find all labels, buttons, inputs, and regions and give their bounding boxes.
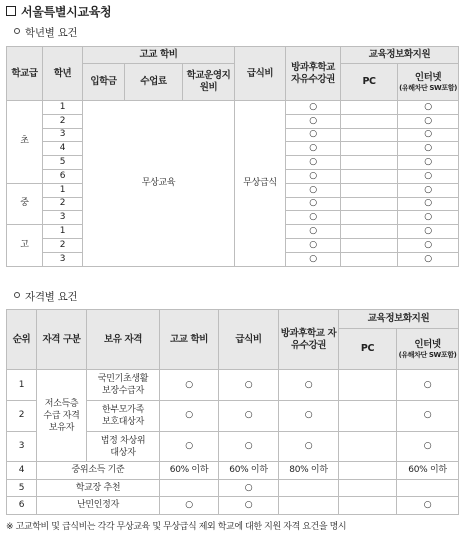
mark-cell: ○: [286, 128, 341, 142]
grade-cell: 3: [43, 252, 83, 266]
internet-cell: ○: [397, 400, 459, 431]
header-internet-label: 인터넷: [414, 338, 441, 350]
mark-cell: ○: [398, 225, 459, 239]
tuition-cell: ○: [160, 370, 219, 401]
pc-cell: [339, 497, 397, 515]
header-pc: PC: [339, 328, 397, 370]
meal-cell: 60% 이하: [219, 462, 279, 480]
holder-cell: 법정 차상위 대상자: [87, 431, 160, 462]
header-meal: 급식비: [219, 310, 279, 370]
criteria-cell: 학교장 추천: [37, 479, 160, 497]
low-income-cell: 저소득층 수급 자격 보유자: [37, 370, 87, 462]
header-rank: 순위: [7, 310, 37, 370]
header-meal: 급식비: [235, 47, 286, 101]
header-internet: [398, 64, 459, 101]
checkbox-square-icon: [6, 6, 16, 16]
pc-cell: [341, 238, 398, 252]
header-afterschool: 방과후학교 자유수강권: [279, 310, 339, 370]
mark-cell: ○: [398, 252, 459, 266]
mark-cell: ○: [286, 114, 341, 128]
pc-cell: [341, 225, 398, 239]
circle-bullet-icon: [14, 28, 20, 34]
rank-cell: 4: [7, 462, 37, 480]
internet-cell: 60% 이하: [397, 462, 459, 480]
footnote: ※ 고교학비 및 급식비는 각각 무상교육 및 무상급식 제외 학교에 대한 지원 자격 요건을 명시: [6, 522, 347, 532]
header-info-support: 교육정보화지원: [341, 47, 459, 64]
tuition-cell: 60% 이하: [160, 462, 219, 480]
internet-cell: ○: [397, 370, 459, 401]
mark-cell: ○: [286, 197, 341, 211]
level-cell: 중: [7, 183, 43, 224]
header-holder: 보유 자격: [87, 310, 160, 370]
mark-cell: ○: [286, 156, 341, 170]
header-operation-fee: 학교운영지원비: [183, 64, 235, 101]
mark-cell: ○: [286, 169, 341, 183]
grade-cell: 3: [43, 211, 83, 225]
grade-cell: 1: [43, 101, 83, 115]
header-info-support: 교육정보화지원: [339, 310, 459, 329]
holder-cell: 한부모가족 보호대상자: [87, 400, 160, 431]
pc-cell: [339, 400, 397, 431]
mark-cell: ○: [286, 142, 341, 156]
header-internet-label: 인터넷: [414, 72, 442, 83]
tuition-cell: ○: [160, 400, 219, 431]
header-pc: PC: [341, 64, 398, 101]
rank-cell: 6: [7, 497, 37, 515]
pc-cell: [341, 114, 398, 128]
header-entry-fee: 입학금: [83, 64, 125, 101]
header-internet-sub: (유해차단 SW포함): [398, 350, 457, 359]
header-internet-sub: (유해차단 SW포함): [399, 84, 457, 92]
mark-cell: ○: [286, 211, 341, 225]
section-heading-qualification: [14, 289, 77, 304]
grade-cell: 4: [43, 142, 83, 156]
mark-cell: ○: [286, 252, 341, 266]
rank-cell: 3: [7, 431, 37, 462]
free-meal-cell: 무상급식: [235, 101, 286, 267]
mark-cell: ○: [398, 114, 459, 128]
rank-cell: 1: [7, 370, 37, 401]
circle-bullet-icon: [14, 292, 20, 298]
mark-cell: ○: [398, 197, 459, 211]
rank-cell: 2: [7, 400, 37, 431]
pc-cell: [339, 462, 397, 480]
mark-cell: ○: [398, 156, 459, 170]
mark-cell: ○: [286, 238, 341, 252]
header-afterschool: 방과후학교 자유수강권: [286, 47, 341, 101]
header-tuition: 고교 학비: [160, 310, 219, 370]
rank-cell: 5: [7, 479, 37, 497]
section-heading-qualification-text: 자격별 요건: [25, 291, 78, 303]
mark-cell: ○: [398, 101, 459, 115]
pc-cell: [341, 252, 398, 266]
meal-cell: ○: [219, 497, 279, 515]
pc-cell: [339, 479, 397, 497]
pc-cell: [341, 197, 398, 211]
pc-cell: [341, 101, 398, 115]
tuition-cell: ○: [160, 431, 219, 462]
criteria-cell: 난민인정자: [37, 497, 160, 515]
header-tuition-fee: 수업료: [125, 64, 183, 101]
header-school-level: 학교급: [7, 47, 43, 101]
pc-cell: [341, 142, 398, 156]
pc-cell: [341, 183, 398, 197]
pc-cell: [341, 128, 398, 142]
mark-cell: ○: [398, 183, 459, 197]
afterschool-cell: [279, 497, 339, 515]
afterschool-cell: ○: [279, 370, 339, 401]
meal-cell: ○: [219, 431, 279, 462]
pc-cell: [339, 370, 397, 401]
tuition-cell: [160, 479, 219, 497]
free-education-cell: 무상교육: [83, 101, 235, 267]
grade-cell: 2: [43, 114, 83, 128]
mark-cell: ○: [398, 142, 459, 156]
internet-cell: ○: [397, 497, 459, 515]
afterschool-cell: ○: [279, 431, 339, 462]
pc-cell: [339, 431, 397, 462]
holder-cell: 국민기초생활 보장수급자: [87, 370, 160, 401]
header-tuition: 고교 학비: [83, 47, 235, 64]
mark-cell: ○: [398, 128, 459, 142]
mark-cell: ○: [286, 183, 341, 197]
afterschool-cell: [279, 479, 339, 497]
page-title: [6, 3, 111, 20]
grade-cell: 1: [43, 225, 83, 239]
grade-cell: 5: [43, 156, 83, 170]
section-heading-grade-text: 학년별 요건: [25, 27, 78, 39]
level-cell: 초: [7, 101, 43, 184]
mark-cell: ○: [398, 238, 459, 252]
afterschool-cell: 80% 이하: [279, 462, 339, 480]
mark-cell: ○: [398, 169, 459, 183]
header-category: 자격 구분: [37, 310, 87, 370]
mark-cell: ○: [286, 225, 341, 239]
mark-cell: ○: [286, 101, 341, 115]
mark-cell: ○: [398, 211, 459, 225]
internet-cell: [397, 479, 459, 497]
grade-requirements-table: [6, 46, 459, 267]
meal-cell: ○: [219, 479, 279, 497]
tuition-cell: ○: [160, 497, 219, 515]
grade-cell: 6: [43, 169, 83, 183]
qualification-requirements-table: [6, 309, 459, 515]
grade-cell: 2: [43, 238, 83, 252]
afterschool-cell: ○: [279, 400, 339, 431]
grade-cell: 3: [43, 128, 83, 142]
grade-cell: 2: [43, 197, 83, 211]
internet-cell: ○: [397, 431, 459, 462]
header-internet: [397, 328, 459, 370]
meal-cell: ○: [219, 370, 279, 401]
pc-cell: [341, 156, 398, 170]
section-heading-grade: [14, 25, 77, 40]
title-text: 서울특별시교육청: [21, 5, 112, 19]
header-grade: 학년: [43, 47, 83, 101]
pc-cell: [341, 169, 398, 183]
grade-cell: 1: [43, 183, 83, 197]
meal-cell: ○: [219, 400, 279, 431]
criteria-cell: 중위소득 기준: [37, 462, 160, 480]
level-cell: 고: [7, 225, 43, 266]
pc-cell: [341, 211, 398, 225]
